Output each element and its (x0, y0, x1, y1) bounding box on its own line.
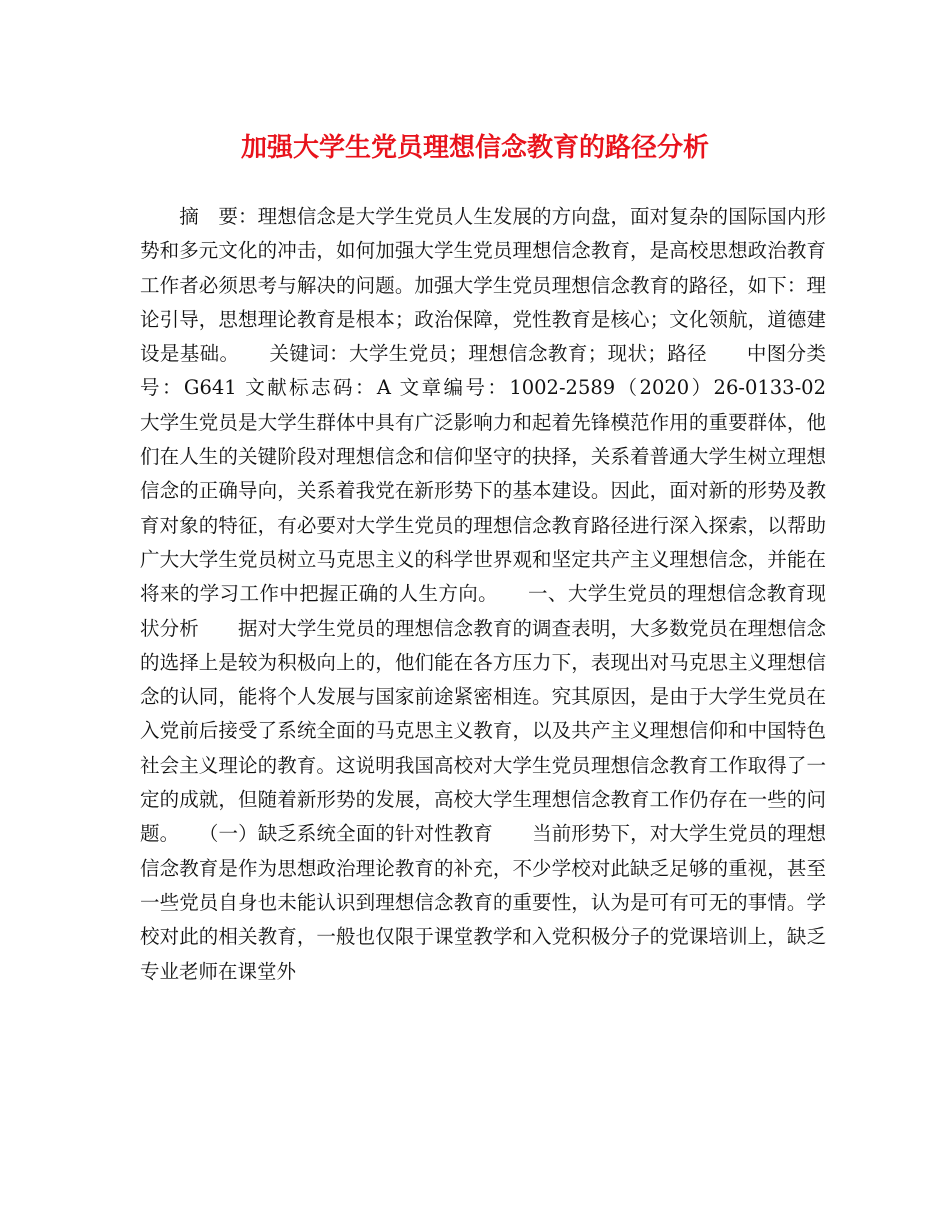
document-title: 加强大学生党员理想信念教育的路径分析 (240, 133, 709, 163)
document-body: 摘 要：理想信念是大学生党员人生发展的方向盘，面对复杂的国际国内形势和多元文化的冲击，如何加强大学生党员理想信念教育，是高校思想政治教育工作者必须思考与解决的问题。加强大学生党员理想信念教育的路径，如下：理论引导，思想理论教育是根本；政治保障，党性教育是核心；文化领航，道德建设是基础。 关键词：大学生党员；理想信念教育；现状；路径 中图分类号：G641 文献标志码：A 文章编号：1002-2589（2020）26-0133-02 大学生党员是大学生群体中具有广泛影响力和起着先锋模范作用的重要群体，他们在人生的关键阶段对理想信念和信仰坚守的抉择，关系着普通大学生树立理想信念的正确导向，关系着我党在新形势下的基本建设。因此，面对新的形势及教育对象的特征，有必要对大学生党员的理想信念教育路径进行深入探索，以帮助广大大学生党员树立马克思主义的科学世界观和坚定共产主义理想信念，并能在将来的学习工作中把握正确的人生方向。 一、大学生党员的理想信念教育现状分析 据对大学生党员的理想信念教育的调查表明，大多数党员在理想信念的选择上是较为积极向上的，他们能在各方压力下，表现出对马克思主义理想信念的认同，能将个人发展与国家前途紧密相连。究其原因，是由于大学生党员在入党前后接受了系统全面的马克思主义教育，以及共产主义理想信仰和中国特色社会主义理论的教育。这说明我国高校对大学生党员理想信念教育工作取得了一定的成就，但随着新形势的发展，高校大学生理想信念教育工作仍存在一些的问题。 （一）缺乏系统全面的针对性教育 当前形势下，对大学生党员的理想信念教育是作为思想政治理论教育的补充，不少学校对此缺乏足够的重视，甚至一些党员自身也未能认识到理想信念教育的重要性，认为是可有可无的事情。学校对此的相关教育，一般也仅限于课堂教学和入党积极分子的党课培训上，缺乏专业老师在课堂外 (140, 205, 866, 983)
